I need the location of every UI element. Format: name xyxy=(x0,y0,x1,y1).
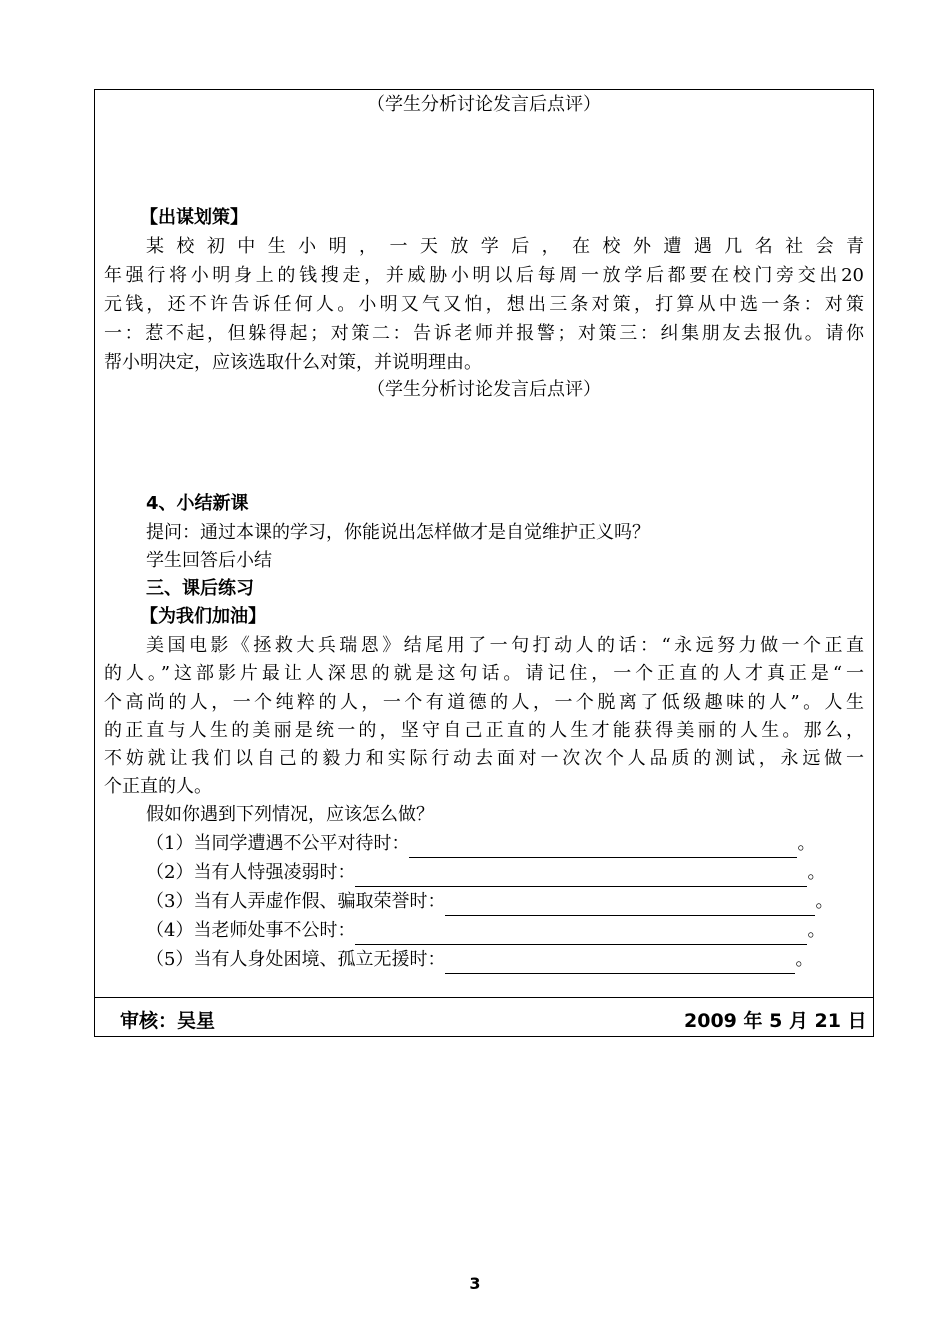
exercise-item-5-end: 。 xyxy=(795,949,814,970)
date-label: 2009 年 5 月 21 日 xyxy=(684,1010,867,1032)
answer-blank-3[interactable] xyxy=(445,895,815,916)
summary-answer: 学生回答后小结 xyxy=(146,550,272,571)
heading-exercise: 三、课后练习 xyxy=(146,578,254,599)
cheer-para-line-6: 个正直的人。 xyxy=(104,776,212,797)
reviewer-label: 审核：吴星 xyxy=(120,1010,216,1032)
cheer-para-line-2: 的人。”这部影片最让人深思的就是这句话。请记住，一个正直的人才真正是“一 xyxy=(104,663,864,684)
exercise-item-3-label: （3）当有人弄虚作假、骗取荣誉时： xyxy=(146,891,446,912)
page-number: 3 xyxy=(469,1274,481,1293)
strategy-para-line-1: 某校初中生小明，一天放学后，在校外遭遇几名社会青 xyxy=(146,236,864,257)
heading-cheer: 【为我们加油】 xyxy=(140,606,266,627)
exercise-item-5 xyxy=(104,945,906,974)
cheer-para-line-5: 不妨就让我们以自己的毅力和实际行动去面对一次次个人品质的测试，永远做一 xyxy=(104,748,864,769)
strategy-para-line-5: 帮小明决定，应该选取什么对策，并说明理由。 xyxy=(104,352,482,373)
exercise-item-3 xyxy=(104,887,906,916)
heading-summary: 4、小结新课 xyxy=(146,493,249,514)
exercise-item-4 xyxy=(104,916,906,945)
exercise-item-4-label: （4）当老师处事不公时： xyxy=(146,920,356,941)
comment-bottom: （学生分析讨论发言后点评） xyxy=(367,379,601,400)
strategy-para-line-3: 元钱，还不许告诉任何人。小明又气又怕，想出三条对策，打算从中选一条：对策 xyxy=(104,294,864,315)
exercise-item-1-label: （1）当同学遭遇不公平对待时： xyxy=(146,833,410,854)
exercise-item-1 xyxy=(104,829,906,858)
answer-blank-5[interactable] xyxy=(445,953,795,974)
exercise-item-2-end: 。 xyxy=(807,862,826,883)
answer-blank-4[interactable] xyxy=(355,924,807,945)
cheer-para-line-1: 美国电影《拯救大兵瑞恩》结尾用了一句打动人的话：“永远努力做一个正直 xyxy=(146,635,864,656)
comment-top: （学生分析讨论发言后点评） xyxy=(367,94,601,115)
exercise-item-4-end: 。 xyxy=(807,920,826,941)
answer-blank-1[interactable] xyxy=(409,837,797,858)
exercise-item-2-label: （2）当有人恃强凌弱时： xyxy=(146,862,356,883)
strategy-para-line-4: 一：惹不起，但躲得起；对策二：告诉老师并报警；对策三：纠集朋友去报仇。请你 xyxy=(104,323,864,344)
exercise-item-5-label: （5）当有人身处困境、孤立无援时： xyxy=(146,949,446,970)
strategy-para-line-2: 年强行将小明身上的钱搜走，并威胁小明以后每周一放学后都要在校门旁交出20 xyxy=(104,265,864,286)
exercise-item-1-end: 。 xyxy=(797,833,816,854)
footer-divider xyxy=(94,997,874,998)
exercise-item-2 xyxy=(104,858,906,887)
exercise-item-3-end: 。 xyxy=(815,891,834,912)
cheer-para-line-4: 的正直与人生的美丽是统一的，坚守自己正直的人生才能获得美丽的人生。那么， xyxy=(104,720,864,741)
answer-blank-2[interactable] xyxy=(355,866,807,887)
cheer-para-line-3: 个高尚的人，一个纯粹的人，一个有道德的人，一个脱离了低级趣味的人”。人生 xyxy=(104,692,864,713)
exercise-prompt: 假如你遇到下列情况，应该怎么做？ xyxy=(146,804,434,825)
heading-strategy: 【出谋划策】 xyxy=(140,207,248,228)
summary-question: 提问：通过本课的学习，你能说出怎样做才是自觉维护正义吗？ xyxy=(146,522,650,543)
